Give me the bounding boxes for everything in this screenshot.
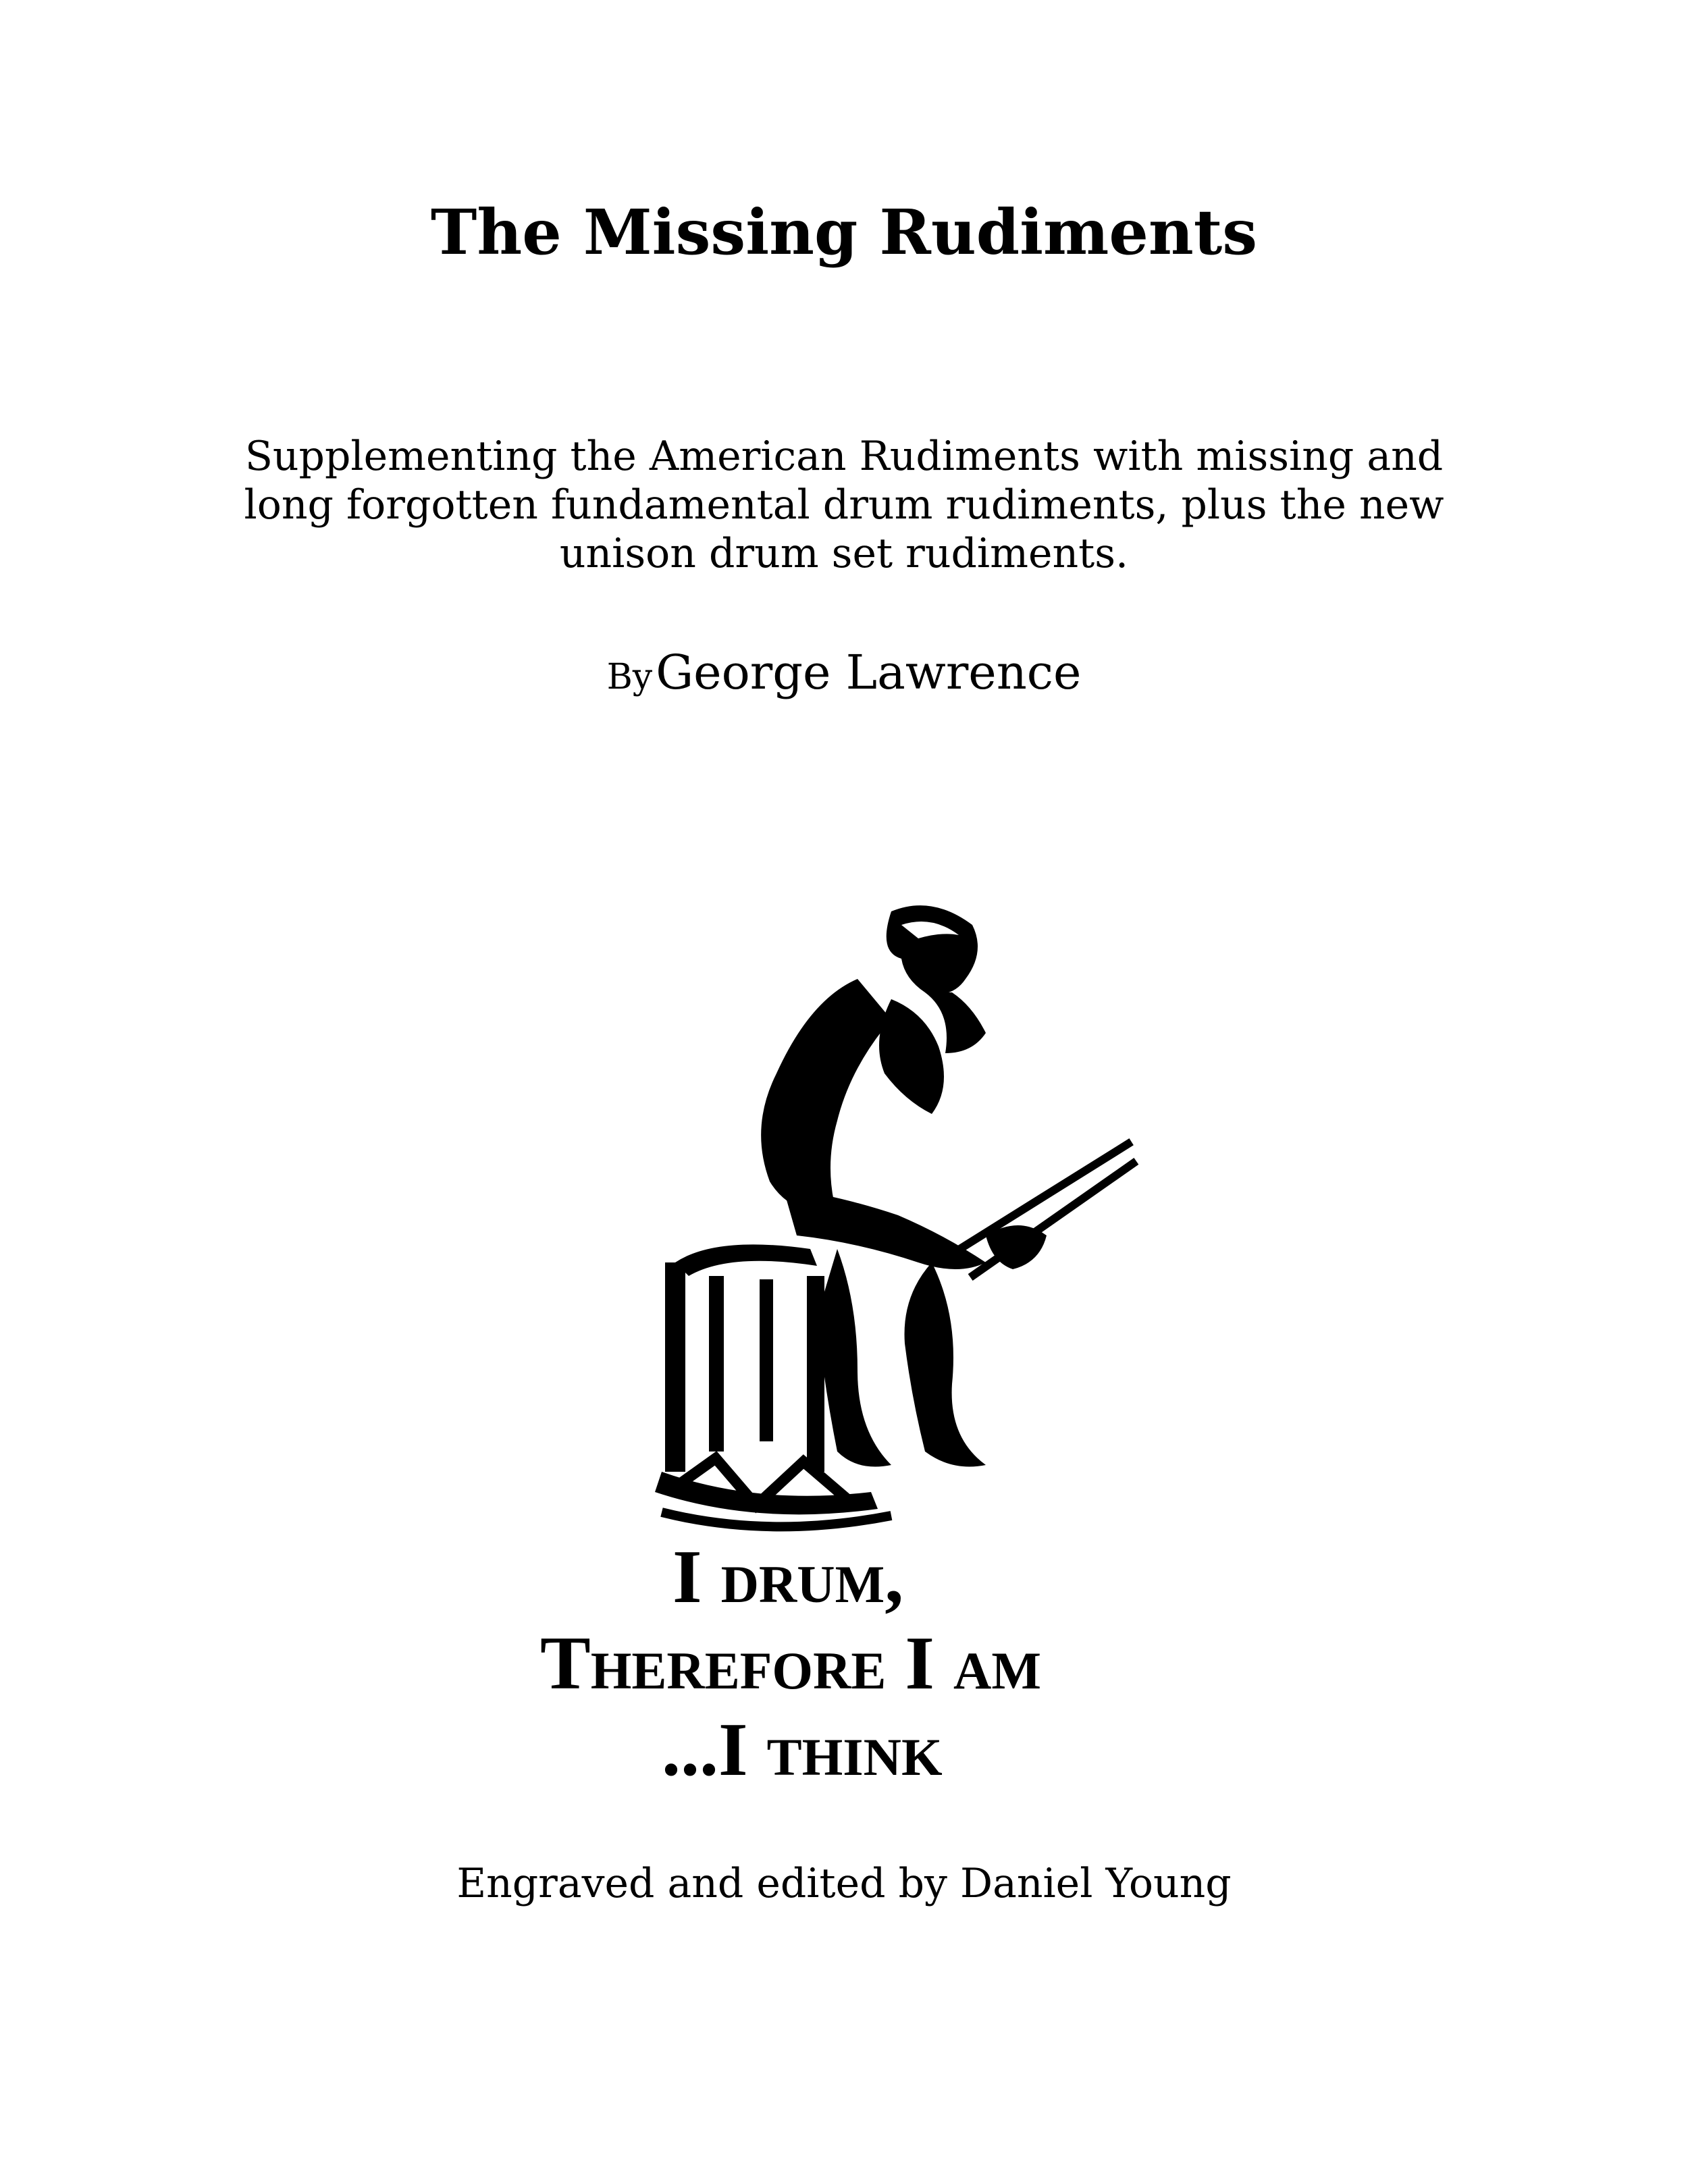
byline-by: By	[606, 657, 653, 697]
motto-line-3: ...I think	[662, 1708, 943, 1792]
document-title: The Missing Rudiments	[430, 196, 1258, 269]
engraver-credit: Engraved and edited by Daniel Young	[456, 1860, 1232, 1907]
byline	[0, 645, 1688, 700]
motto-line-1: I drum,	[672, 1535, 904, 1619]
document-subtitle: Supplementing the American Rudiments with missing and long forgotten fundamental drum rudiments, plus the new unison drum set rudiments.	[244, 433, 1444, 577]
motto-line-2: Therefore I am	[540, 1622, 1041, 1705]
drummer-thinker-icon	[635, 898, 1148, 1539]
byline-author: George Lawrence	[656, 645, 1082, 700]
